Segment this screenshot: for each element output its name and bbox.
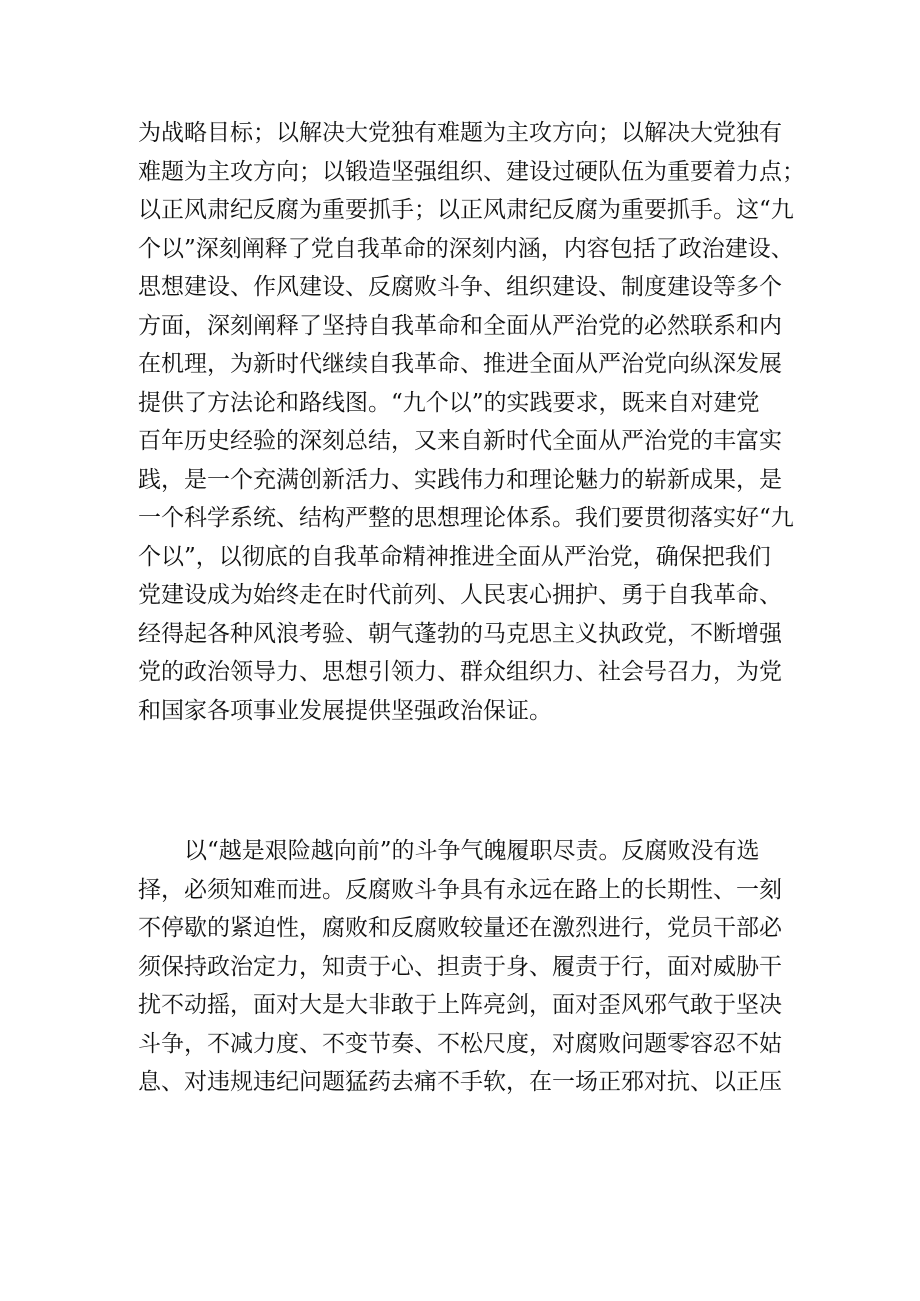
- paragraph-2: [138, 832, 798, 1102]
- text-line: 党建设成为始终走在时代前列、人民衷心拥护、勇于自我革命、: [138, 582, 782, 608]
- text-line: 个以”，以彻底的自我革命精神推进全面从严治党，确保把我们: [138, 543, 771, 570]
- text-line: 难题为主攻方向；以锻造坚强组织、建设过硬队伍为重要着力点；: [138, 158, 805, 185]
- text-line: 息、对违规违纪问题猛药去痛不手软，在一场正邪对抗、以正压: [138, 1069, 782, 1095]
- paragraph-1: [138, 114, 805, 730]
- text-line: 个以”深刻阐释了党自我革命的深刻内涵，内容包括了政治建设、: [138, 235, 794, 262]
- text-line: 须保持政治定力，知责于心、担责于身、履责于行，面对威胁干: [138, 953, 782, 980]
- text-line: 扰不动摇，面对大是大非敢于上阵亮剑，面对歪风邪气敢于坚决: [138, 992, 782, 1018]
- text-line: 一个科学系统、结构严整的思想理论体系。我们要贯彻落实好“九: [138, 505, 794, 531]
- text-line: 方面，深刻阐释了坚持自我革命和全面从严治党的必然联系和内: [138, 312, 782, 339]
- text-line: 不停歇的紧迫性，腐败和反腐败较量还在激烈进行，党员干部必: [138, 915, 782, 941]
- text-line: 党的政治领导力、思想引领力、群众组织力、社会号召力，为党: [138, 659, 782, 685]
- text-line: 思想建设、作风建设、反腐败斗争、组织建设、制度建设等多个: [138, 274, 782, 300]
- text-line: 和国家各项事业发展提供坚强政治保证。: [138, 697, 552, 724]
- text-line: 为战略目标；以解决大党独有难题为主攻方向；以解决大党独有: [138, 120, 782, 146]
- text-line: 在机理，为新时代继续自我革命、推进全面从严治党向纵深发展: [138, 351, 782, 377]
- text-line: 经得起各种风浪考验、朝气蓬勃的马克思主义执政党，不断增强: [138, 620, 782, 647]
- text-line: 以正风肃纪反腐为重要抓手；以正风肃纪反腐为重要抓手。这“九: [138, 197, 794, 223]
- text-line: 斗争，不减力度、不变节奏、不松尺度，对腐败问题零容忍不姑: [138, 1030, 782, 1057]
- text-line: 践，是一个充满创新活力、实践伟力和理论魅力的崭新成果，是: [138, 466, 782, 493]
- text-line: 择，必须知难而进。反腐败斗争具有永远在路上的长期性、一刻: [138, 876, 782, 903]
- text-line: 百年历史经验的深刻总结，又来自新时代全面从严治党的丰富实: [138, 428, 782, 454]
- text-line: 以“越是艰险越向前”的斗争气魄履职尽责。反腐败没有选: [184, 838, 760, 864]
- text-line: 提供了方法论和路线图。“九个以”的实践要求，既来自对建党: [138, 389, 760, 416]
